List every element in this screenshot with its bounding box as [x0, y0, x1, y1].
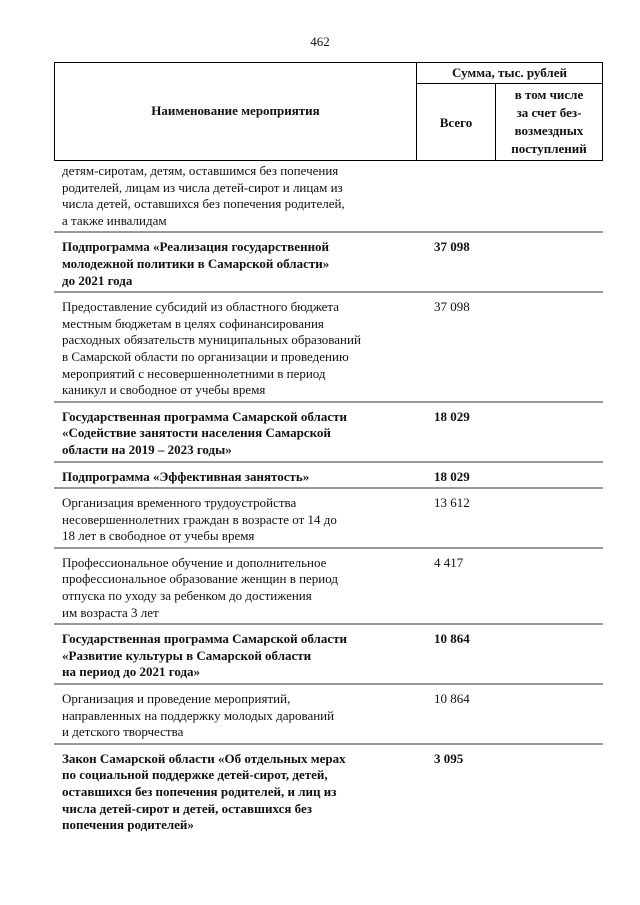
row-title: [54, 631, 407, 681]
row-title-line: каникул и свободное от учебы время: [62, 382, 266, 398]
row-total-value: 37 098: [434, 299, 470, 315]
table-header: [54, 62, 603, 161]
row-title-line: Государственная программа Самарской области: [62, 631, 347, 647]
row-total-value: 4 417: [434, 554, 464, 570]
row-title: [54, 751, 407, 834]
row-title-line: детям-сиротам, детям, оставшимся без попечения: [62, 163, 339, 178]
row-title-line: мероприятий с несовершеннолетними в период: [62, 365, 326, 381]
row-title-line: на период до 2021 года»: [62, 664, 201, 680]
row-title-line: области на 2019 – 2023 годы»: [62, 441, 232, 457]
nonfree-header-line: за счет без-: [516, 105, 582, 120]
row-title-line: местным бюджетам в целях софинансирования: [62, 315, 324, 331]
nonfree-header-line: возмездных: [514, 123, 584, 138]
row-title-line: отпуска по уходу за ребенком до достижения: [62, 588, 312, 604]
row-title-line: по социальной поддержке детей-сирот, детей,: [62, 767, 328, 783]
row-total-value: 18 029: [434, 408, 470, 424]
row-title-line: а также инвалидам: [62, 212, 167, 228]
row-title: [54, 409, 407, 459]
row-title-line: попечения родителей»: [62, 817, 194, 833]
page-number: 462: [310, 34, 330, 49]
nonfree-column-header: [495, 86, 603, 158]
row-title-line: профессиональное образование женщин в период: [62, 571, 339, 587]
row-title-line: Организация временного трудоустройства: [62, 495, 297, 511]
row-total-value: 18 029: [434, 468, 470, 484]
row-total-value: 10 864: [434, 631, 470, 647]
row-title-line: родителей, лицам из числа детей-сирот и лицам из: [62, 179, 343, 195]
row-title-line: несовершеннолетних граждан в возрасте от 14 до: [62, 511, 337, 527]
name-column-header: Наименование мероприятия: [151, 103, 320, 118]
table-row: [54, 469, 603, 490]
row-total-value: 37 098: [434, 239, 470, 255]
table-row: [54, 409, 603, 463]
row-title-line: оставшихся без попечения родителей, и лиц из: [62, 784, 337, 799]
table-row: [54, 631, 603, 685]
table-row: [54, 299, 603, 403]
row-title-line: и детского творчества: [62, 724, 184, 740]
row-title-line: «Содействие занятости населения Самарской: [62, 425, 331, 441]
table-row: [54, 751, 603, 836]
nonfree-header-line: в том числе: [514, 87, 584, 102]
row-title-line: Государственная программа Самарской области: [62, 408, 347, 424]
row-title-line: направленных на поддержку молодых дарований: [62, 707, 335, 723]
row-title-line: 18 лет в свободное от учебы время: [62, 528, 255, 544]
row-title: [54, 163, 407, 229]
row-title-line: «Развитие культуры в Самарской области: [62, 647, 312, 663]
row-title: [54, 495, 407, 545]
row-title-line: расходных обязательств муниципальных образований: [62, 332, 361, 348]
row-title-line: Предоставление субсидий из областного бюджета: [62, 299, 340, 315]
row-title-line: числа детей, оставшихся без попечения родителей,: [62, 196, 345, 212]
row-total-value: 13 612: [434, 495, 470, 511]
table-row: [54, 555, 603, 625]
row-title: [54, 469, 407, 486]
row-title-line: Закон Самарской области «Об отдельных мерах: [62, 750, 346, 766]
row-title-line: молодежной политики в Самарской области»: [62, 255, 330, 271]
table-row: [54, 495, 603, 549]
nonfree-header-line: поступлений: [511, 141, 587, 156]
table-row: [54, 163, 603, 233]
row-title: [54, 299, 407, 399]
row-title: [54, 691, 407, 741]
sum-column-header: Сумма, тыс. рублей: [452, 65, 567, 80]
row-title: [54, 239, 407, 289]
row-title-line: до 2021 года: [62, 272, 133, 288]
row-title-line: Подпрограмма «Реализация государственной: [62, 239, 330, 255]
row-title-line: Профессиональное обучение и дополнительное: [62, 554, 327, 570]
table-row: [54, 691, 603, 745]
row-title-line: Подпрограмма «Эффективная занятость»: [62, 468, 310, 484]
total-column-header: Всего: [439, 115, 473, 130]
row-title-line: им возраста 3 лет: [62, 604, 159, 620]
table-row: [54, 239, 603, 293]
row-title-line: Организация и проведение мероприятий,: [62, 691, 291, 707]
row-title-line: числа детей-сирот и детей, оставшихся без: [62, 800, 312, 816]
row-total-value: 10 864: [434, 691, 470, 707]
row-title-line: в Самарской области по организации и проведению: [62, 348, 349, 364]
row-title: [54, 555, 407, 621]
row-total-value: 3 095: [434, 750, 464, 766]
table-body: [54, 163, 603, 836]
